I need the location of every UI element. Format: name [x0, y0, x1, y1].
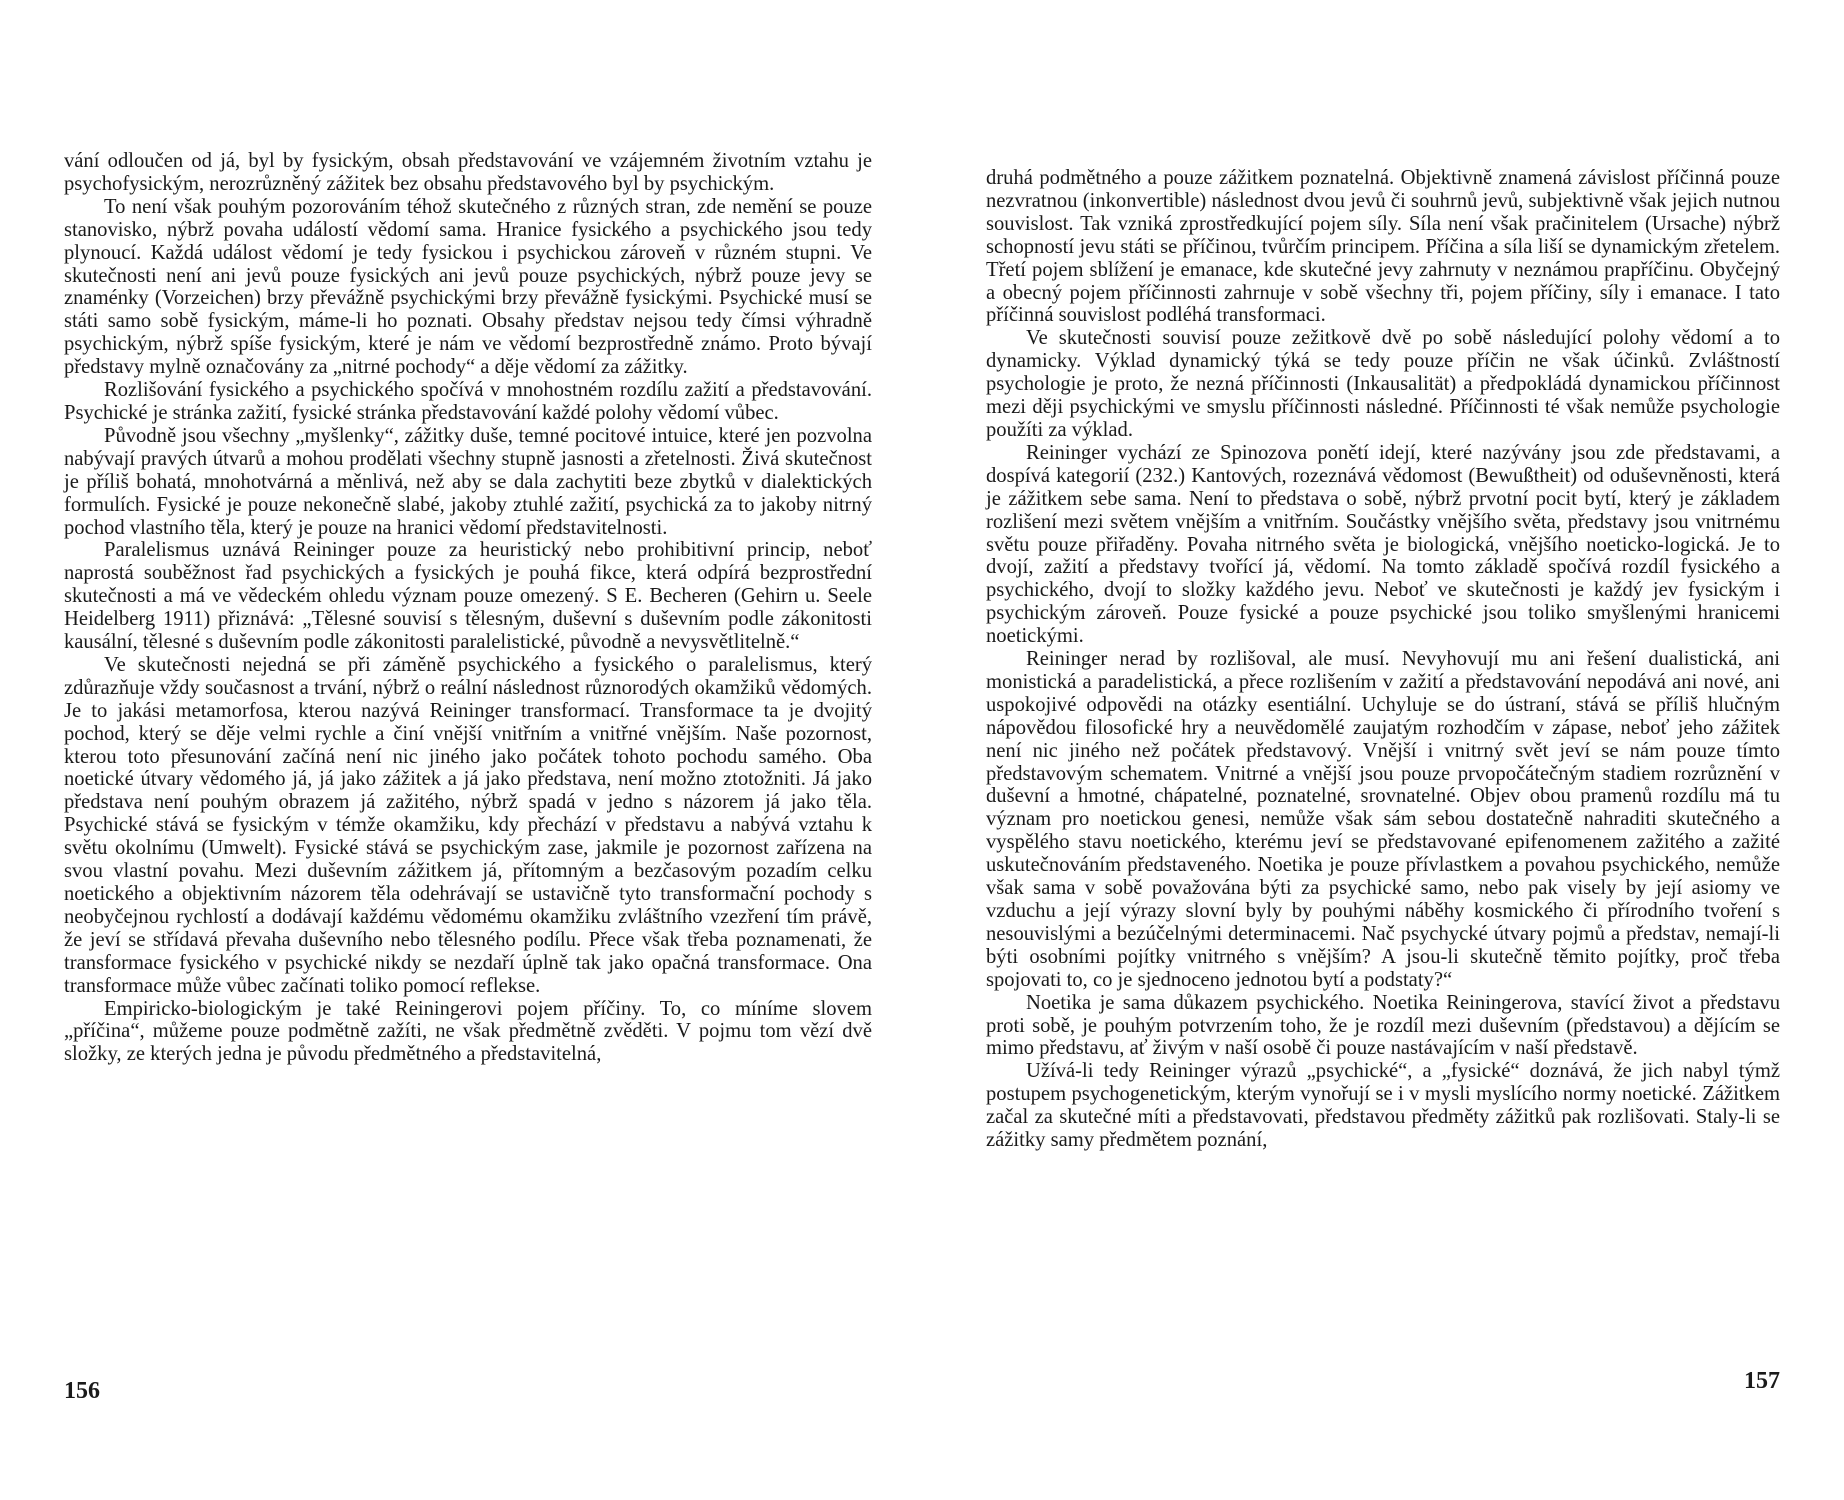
left-page — [64, 150, 872, 1066]
left-paragraph-1: vání odloučen od já, byl by fysickým, obsah představování ve vzájemném životním vztahu je psychofysickým, nerozrůzněný zážitek bez obsahu představového byl by psychickým. — [64, 150, 872, 195]
right-page — [986, 167, 1780, 1152]
left-paragraph-6: Ve skutečnosti nejedná se při záměně psychického a fysického o paralelismus, který zdůrazňuje vždy současnost a trvání, nýbrž o reální následnost různorodých okamžiků vědomých. Je to jakási metamorfosa, kterou nazývá Reininger transformací. Transformace ta je dvojitý pochod, který se děje velmi rychle a činí vnější vnitřním a vnitřné vnějším. Naše pozornost, kterou toto přesunování začíná není nic jiného jako počátek tohoto pochodu samého. Oba noetické útvary vědomého já, já jako zážitek a já jako představa, není možno ztotožniti. Já jako představa není pouhým obrazem já zažitého, nýbrž spadá v jedno s názorem já jako těla. Psychické stává se fysickým v témže okamžiku, kdy přechází v představu a nabývá vztahu k světu okolnímu (Umwelt). Fysické stává se psychickým zase, jakmile je pozornost zařízena na svou vlastní povahu. Mezi duševním zážitkem já, přítomným a bezčasovým pozadím celku noetického a objektivním názorem těla odehrávají se ustavičně tyto transformační pochody s neobyčejnou rychlostí a dodávají každému vědomému okamžiku zvláštního vzezření tím právě, že jeví se střídavá převaha duševního nebo tělesného podílu. Přece však třeba poznamenati, že transformace fysického v psychické nikdy se nezdaří úplně tak jako opačná transformace. Ona transformace může vůbec začínati toliko pomocí reflekse. — [64, 653, 872, 997]
left-paragraph-3: Rozlišování fysického a psychického spočívá v mnohostném rozdílu zažití a představování. Psychické je stránka zažití, fysické stránka představování každé polohy vědomí vůbec. — [64, 379, 872, 424]
right-page-number: 157 — [1744, 1368, 1780, 1394]
right-paragraph-3: Reininger vychází ze Spinozova ponětí idejí, které nazývány jsou zde představami, a dospívá kategorií (232.) Kantových, rozeznává vědomost (Bewußtheit) od oduševněnosti, která je zážitkem sebe sama. Není to představa o sobě, nýbrž prvotní pocit bytí, který je základem rozlišení mezi světem vnějším a vnitřním. Součástky vnějšího světa, představy jsou vnitrnému světu pouze přiřaděny. Povaha nitrného světa je biologická, vnějšího noeticko-logická. Je to dvojí, zažití a představy tvořící já, vědomí. Na tomto základě spočívá rozdíl fysického a psychického, dvojí to složky každého jevu. Neboť ve skutečnosti je každý jev fysickým i psychickým zároveň. Pouze fysické a pouze psychické jsou toliko smyšlenými hranicemi noetickými. — [986, 441, 1780, 648]
left-paragraph-7: Empiricko-biologickým je také Reiningerovi pojem příčiny. To, co míníme slovem „příčina“, můžeme pouze podmětně zažíti, ne však předmětně zvěděti. V pojmu tom vězí dvě složky, ze kterých jedna je původu předmětného a představitelná, — [64, 997, 872, 1066]
right-paragraph-5: Noetika je sama důkazem psychického. Noetika Reiningerova, stavící život a představu proti sobě, je pouhým potvrzením toho, že je rozdíl mezi duševním (představou) a dějícím se mimo představu, ať živým v naší osobě či pouze nastávajícím v naší představě. — [986, 991, 1780, 1060]
left-paragraph-4: Původně jsou všechny „myšlenky“, zážitky duše, temné pocitové intuice, které jen pozvolna nabývají pravých útvarů a mohou prodělati všechny stupně jasnosti a zřetelnosti. Živá skutečnost je příliš bohatá, mnohotvárná a měnlivá, než aby se dala zachytiti beze zbytků v dialektických formulích. Fysické je pouze nekonečně slabé, jakoby ztuhlé zažití, psychická za to jakoby nitrný pochod vlastního těla, který je pouze na hranici vědomí představitelnosti. — [64, 424, 872, 539]
right-paragraph-4: Reininger nerad by rozlišoval, ale musí. Nevyhovují mu ani řešení dualistická, ani monistická a paradelistická, a přece rozlišením v zažití a představování nepodává ani nové, ani uspokojivé odpovědi na otázky esentiální. Uchyluje se do ústraní, stává se příliš hlučným nápovědou filosofické hry a neuvědomělé zaujatým rozhodčím v zápase, neboť jeho zážitek není nic jiného než počátek představový. Vnější i vnitrný svět jeví se nám pouze tímto představovým schematem. Vnitrné a vnější jsou pouze prvopočátečným stadiem rozrůznění v duševní a hmotné, chápatelné, poznatelné, srovnatelné. Objev obou pramenů rozdílu má tu význam pro noetickou genesi, nemůže však sám sebou dostatečně nahraditi skutečného a vyspělého stavu noetického, kterému jeví se představované epifenomenem zažitého a zažité uskutečnováním představeného. Noetika je pouze přívlastkem a povahou psychického, nemůže však sama v sobě považována býti za psychické samo, nebo pak visely by její asiomy ve vzduchu a její výrazy slovní byly by pouhými náběhy kosmického či přírodního tvoření s nesouvislými a bezúčelnými determinacemi. Nač psychycké útvary pojmů a představ, nemají-li býti osobními pojítky vnitrného s vnějším? A jsou-li skutečně těmito pojítky, proč třeba spojovati to, co je sjednoceno jednotou bytí a podstaty?“ — [986, 648, 1780, 991]
left-paragraph-5: Paralelismus uznává Reininger pouze za heuristický nebo prohibitivní princip, neboť naprostá souběžnost řad psychických a fysických je pouhá fikce, která odpírá bezprostřední skutečnosti a má ve vědeckém ohledu význam pouze omezený. S E. Becheren (Gehirn u. Seele Heidelberg 1911) přiznává: „Tělesné souvisí s tělesným, duševní s duševním podle zákonitosti kausální, tělesné s duševním podle zákonitosti paralelistické, původně a nevysvětlitelně.“ — [64, 539, 872, 654]
left-paragraph-2: To není však pouhým pozorováním téhož skutečného z různých stran, zde nemění se pouze stanovisko, nýbrž povaha událostí vědomí sama. Hranice fysického a psychického jsou tedy plynoucí. Každá událost vědomí je tedy fysickou i psychickou zároveň v různém stupni. Ve skutečnosti není ani jevů pouze fysických ani jevů pouze psychických, nýbrž pouze jevy se znaménky (Vorzeichen) brzy převážně psychickými brzy převážně fysickými. Psychické musí se státi samo sobě fysickým, máme-li ho poznati. Obsahy představ nejsou tedy čímsi výhradně psychickým, nýbrž spíše fysickým, které je nám ve vědomí bezprostředně známo. Proto bývají představy mylně označovány za „nitrné pochody“ a děje vědomí za zážitky. — [64, 195, 872, 379]
right-paragraph-1: druhá podmětného a pouze zážitkem poznatelná. Objektivně znamená závislost příčinná pouze nezvratnou (inkonvertible) následnost dvou jevů či souhrnů jevů, subjektivně však jejich nutnou souvislost. Tak vzniká zprostředkující pojem síly. Síla není však pračinitelem (Ursache) nýbrž schopností jevu státi se příčinou, tvůrčím principem. Příčina a síla liší se dynamickým zřetelem. Třetí pojem sblížení je emanace, kde skutečné jevy zahrnuty v neznámou prapříčinu. Obyčejný a obecný pojem příčinnosti zahrnuje v sobě všechny tři, pojem příčiny, síly i emanace. I tato příčinná souvislost podléhá transformaci. — [986, 167, 1780, 327]
right-paragraph-2: Ve skutečnosti souvisí pouze zežitkově dvě po sobě následující polohy vědomí a to dynamicky. Výklad dynamický týká se tedy pouze příčin ne však účinků. Zvláštností psychologie je proto, že nezná příčinnosti (Inkausalität) a předpokládá dynamickou příčinnost mezi ději psychickými ve smyslu příčinnosti následné. Příčinnosti té však nemůže psychologie použíti za výklad. — [986, 327, 1780, 441]
right-paragraph-6: Užívá-li tedy Reininger výrazů „psychické“, a „fysické“ doznává, že jich nabyl týmž postupem psychogenetickým, kterým vynořují se i v mysli myslícího normy noetické. Zážitkem začal za skutečné míti a představovati, představou předměty zážitků pak rozlišovati. Staly-li se zážitky samy předmětem poznání, — [986, 1060, 1780, 1152]
left-page-number: 156 — [64, 1378, 100, 1404]
